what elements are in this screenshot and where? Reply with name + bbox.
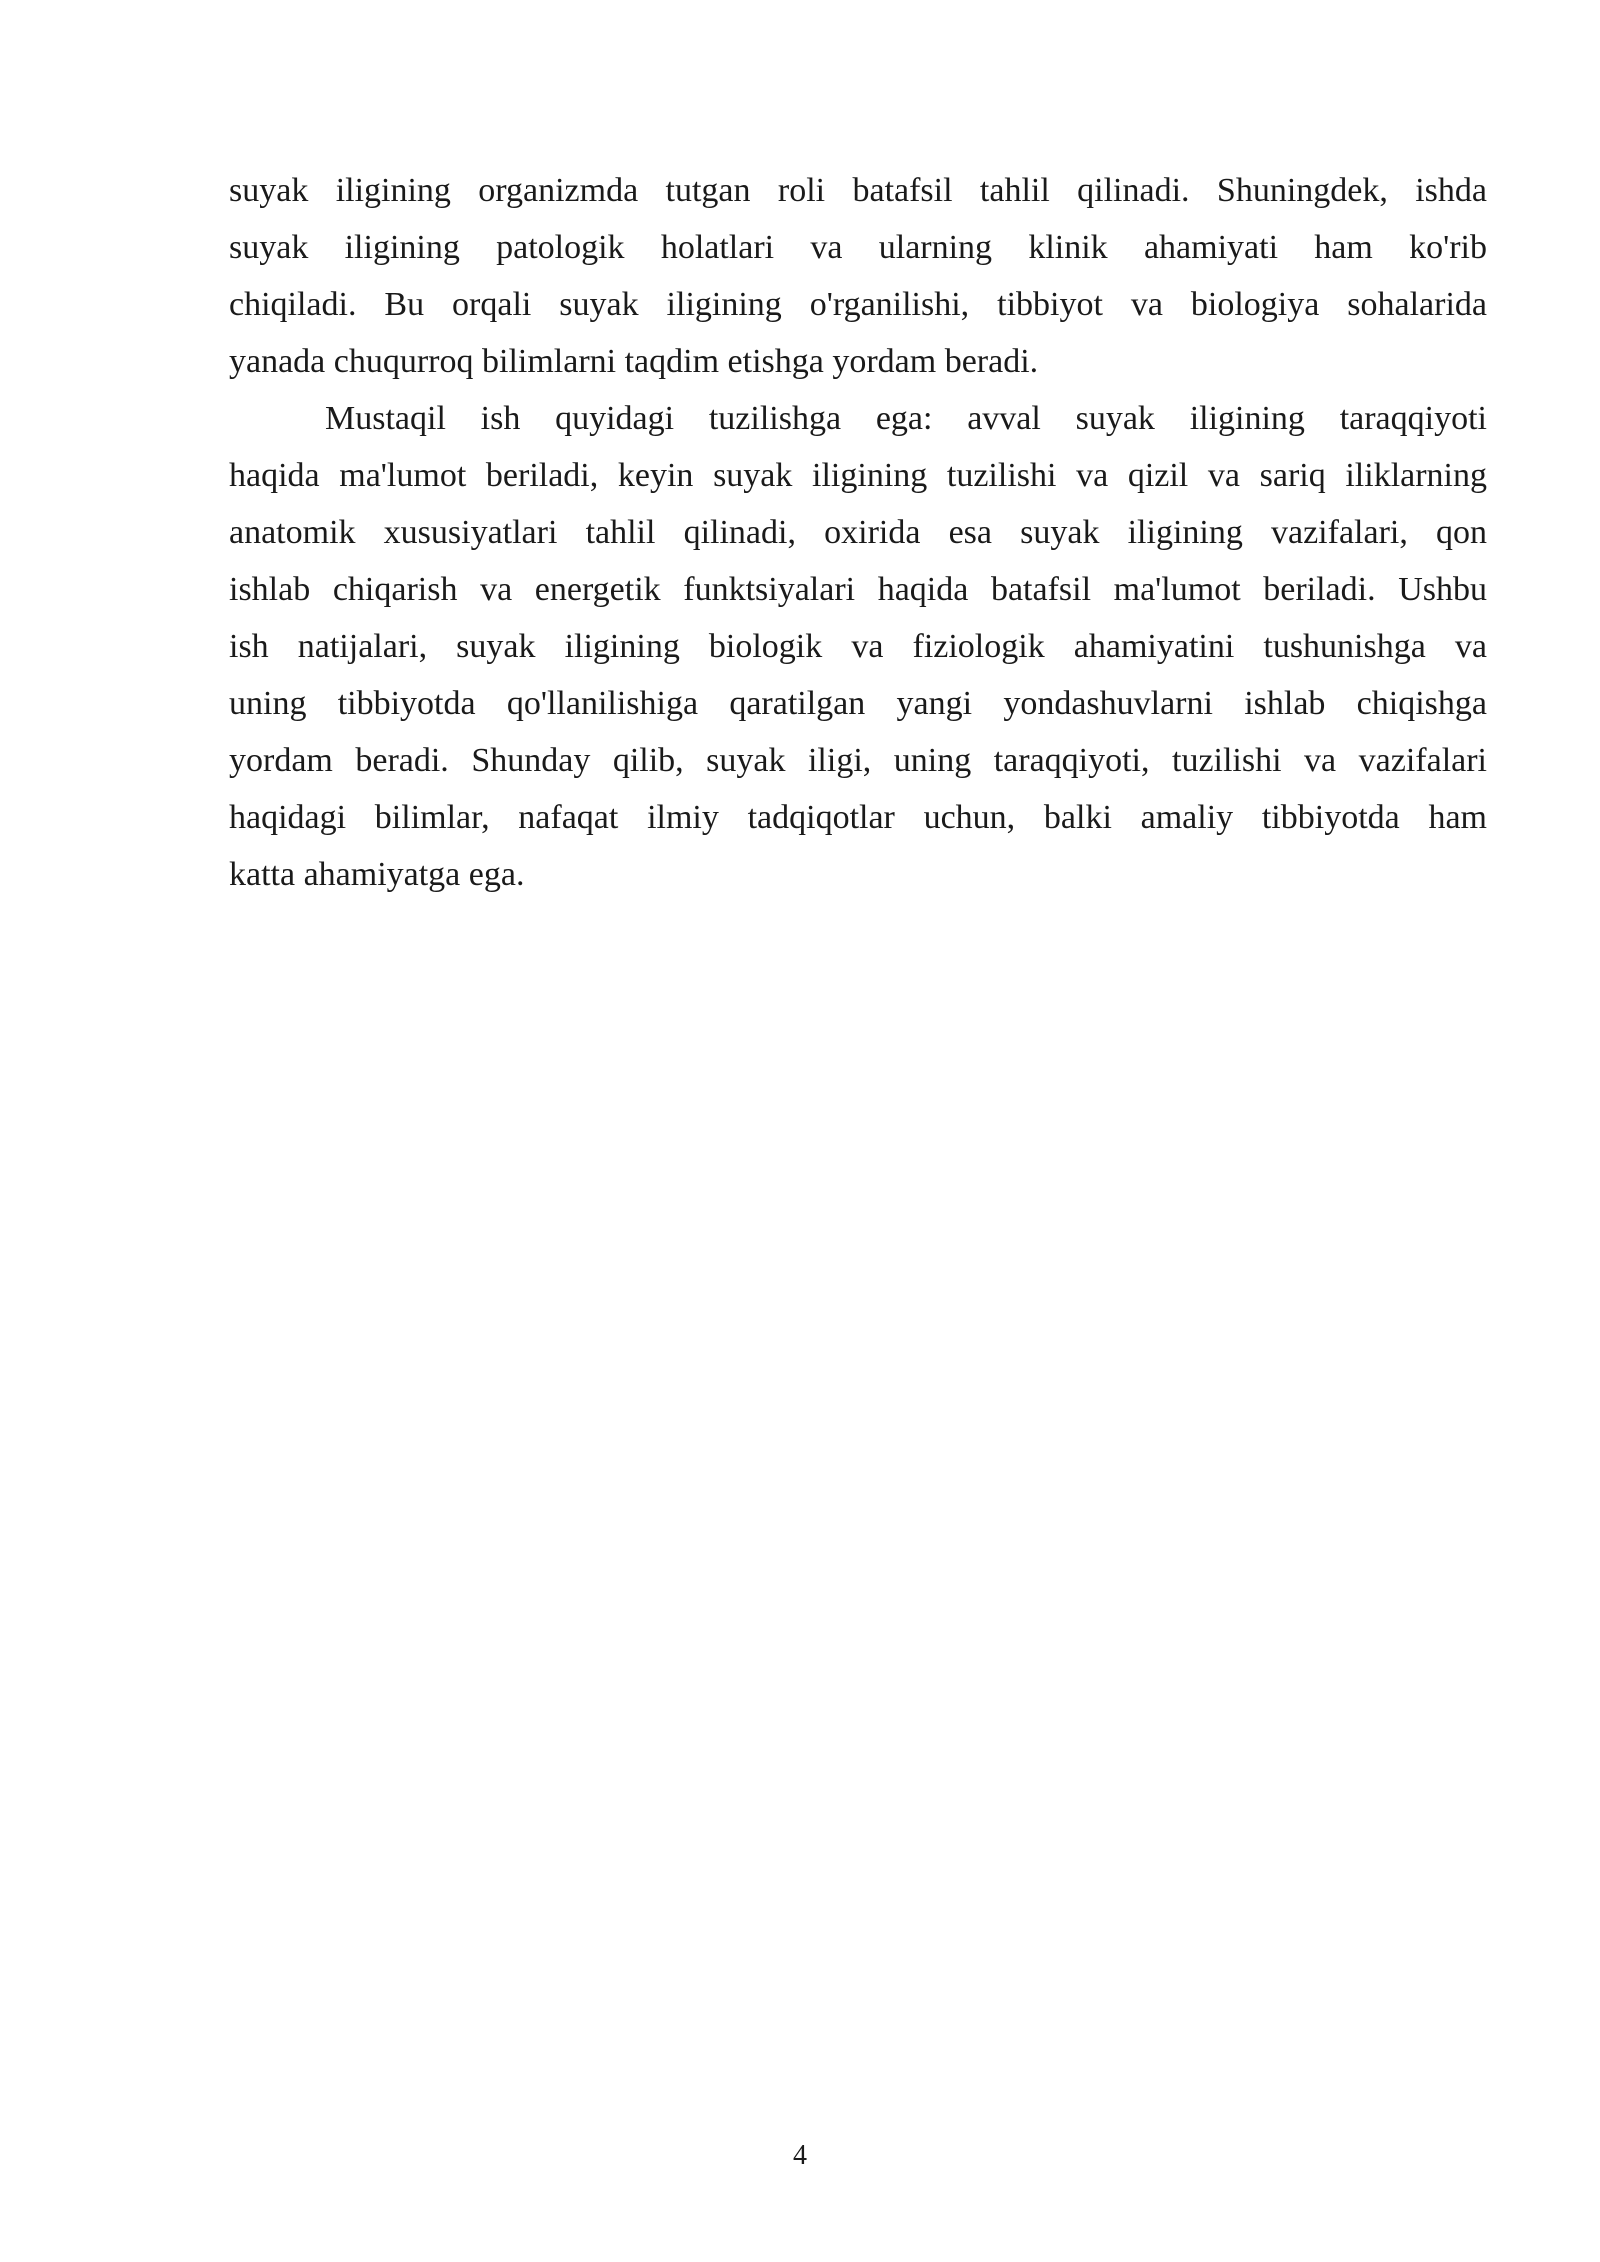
text-line: haqida ma'lumot beriladi, keyin suyak iligining tuzilishi va qizil va sariq iliklarning <box>229 457 1487 494</box>
text-line: anatomik xususiyatlari tahlil qilinadi, oxirida esa suyak iligining vazifalari, qon <box>229 514 1487 551</box>
text-line: haqidagi bilimlar, nafaqat ilmiy tadqiqotlar uchun, balki amaliy tibbiyotda ham <box>229 799 1487 836</box>
page-number: 4 <box>793 2140 807 2171</box>
paragraph-1 <box>229 162 1487 390</box>
body-text <box>229 162 1487 903</box>
text-line: ish natijalari, suyak iligining biologik va fiziologik ahamiyatini tushunishga va <box>229 628 1487 665</box>
text-line: uning tibbiyotda qo'llanilishiga qaratilgan yangi yondashuvlarni ishlab chiqishga <box>229 685 1487 722</box>
text-line: Mustaqil ish quyidagi tuzilishga ega: avval suyak iligining taraqqiyoti <box>325 400 1487 437</box>
text-line: katta ahamiyatga ega. <box>229 856 525 893</box>
text-line: yanada chuqurroq bilimlarni taqdim etishga yordam beradi. <box>229 343 1039 380</box>
text-line: yordam beradi. Shunday qilib, suyak iligi, uning taraqqiyoti, tuzilishi va vazifalari <box>229 742 1487 779</box>
text-line: suyak iligining patologik holatlari va ularning klinik ahamiyati ham ko'rib <box>229 229 1487 266</box>
text-line: chiqiladi. Bu orqali suyak iligining o'rganilishi, tibbiyot va biologiya sohalarida <box>229 286 1487 323</box>
text-line: suyak iligining organizmda tutgan roli batafsil tahlil qilinadi. Shuningdek, ishda <box>229 172 1487 209</box>
text-line: ishlab chiqarish va energetik funktsiyalari haqida batafsil ma'lumot beriladi. Ushbu <box>229 571 1487 608</box>
paragraph-2 <box>229 390 1487 903</box>
